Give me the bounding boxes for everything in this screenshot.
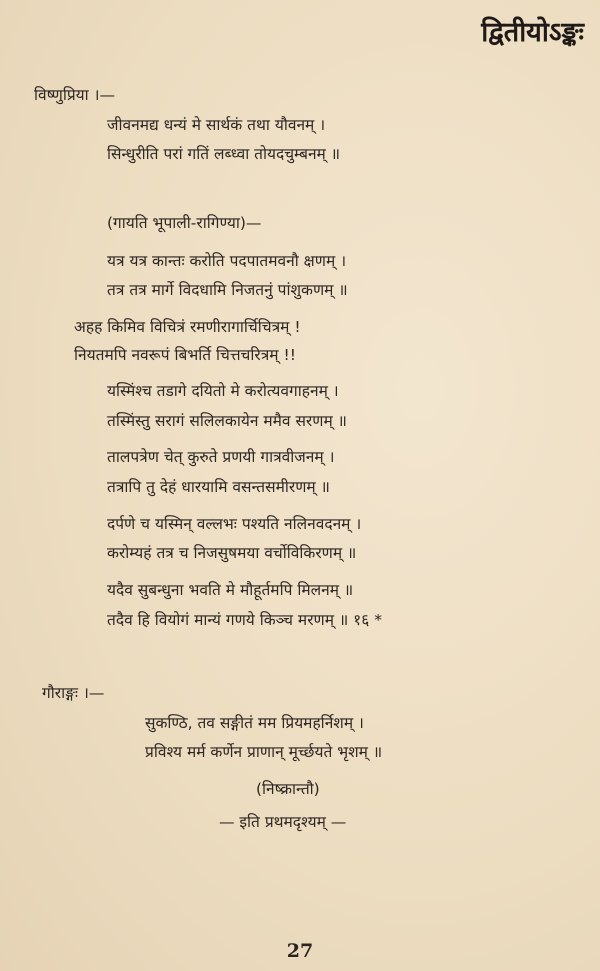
speaker-vishnupriya: विष्णुप्रिया ।— [34, 86, 115, 104]
verse-line: प्रविश्य मर्म कर्णेन प्राणान् मूर्च्छयते भृशम् ॥ [145, 743, 383, 761]
refrain-line: अहह किमिव विचित्रं रमणीरागार्चिचित्रम् ! [74, 318, 301, 336]
refrain-line: नियतमपि नवरूपं बिभर्ति चित्तचरित्रम् !! [74, 346, 296, 364]
page-number: 27 [286, 940, 314, 962]
verse-line: जीवनमद्य धन्यं मे सार्थकं तथा यौवनम् । [107, 116, 326, 134]
stage-direction: (गायति भूपाली-रागिण्या)— [107, 214, 262, 232]
verse-line: यस्मिंश्च तडागे दयितो मे करोत्यवगाहनम् । [107, 382, 339, 400]
exit-direction: (निष्क्रान्तौ) [256, 780, 320, 798]
act-heading: द्वितीयोऽङ्कः [481, 17, 584, 48]
verse-line: तदैव हि वियोगं मान्यं गणये किञ्च मरणम् ॥ १६ * [107, 611, 382, 629]
verse-line: यदैव सुबन्धुना भवति मे मौहूर्तमपि मिलनम् ॥ [107, 581, 354, 599]
verse-line: यत्र यत्र कान्तः करोति पदपातमवनौ क्षणम् । [107, 252, 347, 270]
verse-line: तालपत्रेण चेत् कुरुते प्रणयी गात्रवीजनम् । [107, 448, 335, 466]
verse-line: करोम्यहं तत्र च निजसुषमया वर्चोविकिरणम् ॥ [107, 544, 357, 562]
verse-line: सिन्धुरीति परां गतिं लब्ध्वा तोयदचुम्बनम् ॥ [107, 145, 341, 163]
verse-line: तत्र तत्र मार्गे विदधामि निजतनुं पांशुकणम् ॥ [107, 281, 348, 299]
verse-line: तत्रापि तु देहं धारयामि वसन्तसमीरणम् ॥ [107, 478, 330, 496]
verse-line: तस्मिंस्तु सरागं सलिलकायेन ममैव सरणम् ॥ [107, 412, 347, 430]
verse-line: सुकण्ठि, तव सङ्गीतं मम प्रियमहर्निशम् । [145, 714, 364, 732]
speaker-gauranga: गौराङ्गः ।— [42, 684, 105, 702]
verse-line: दर्पणे च यस्मिन् वल्लभः पश्यति नलिनवदनम् । [107, 515, 362, 533]
scene-end-marker: — इति प्रथमदृश्यम् — [219, 813, 347, 831]
